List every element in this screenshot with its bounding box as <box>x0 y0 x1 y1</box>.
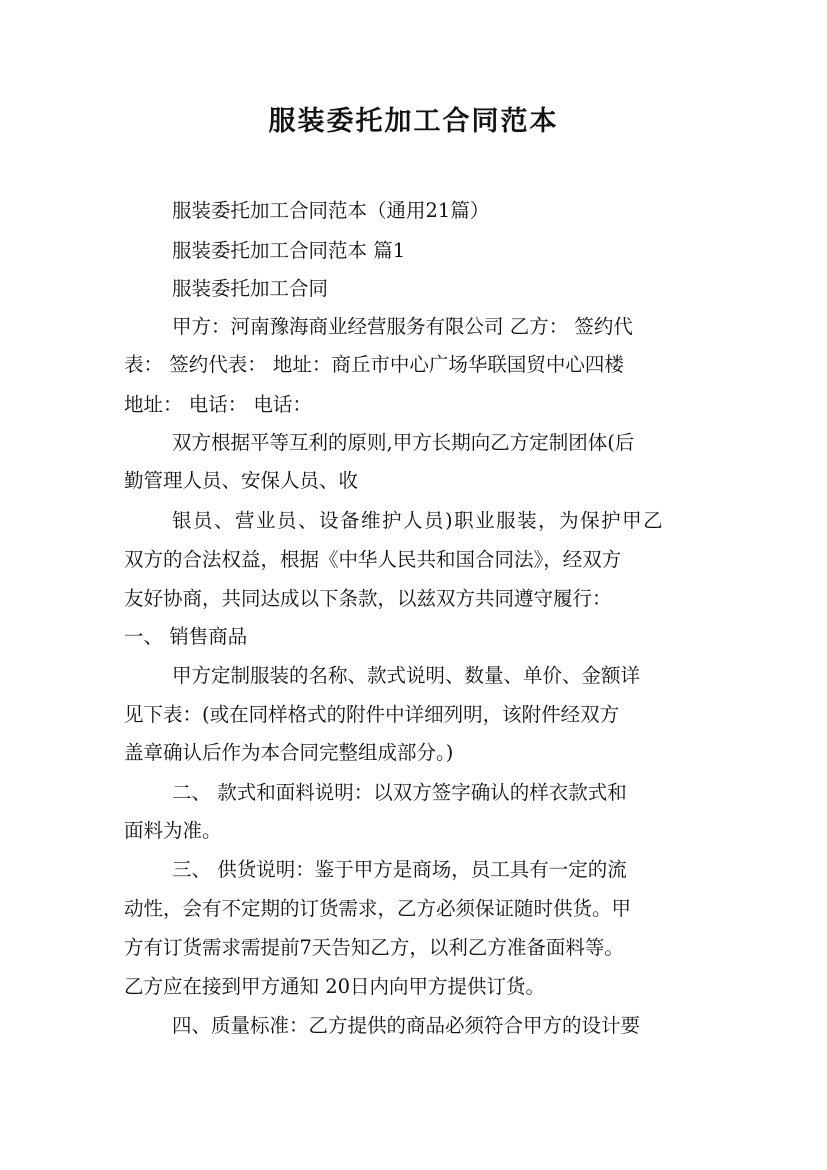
text-line: 勤管理人员、安保人员、收 <box>124 469 359 492</box>
text-line: 地址： 电话： 电话： <box>124 393 312 416</box>
text-line: 乙方应在接到甲方通知 20日内向甲方提供订货。 <box>124 975 546 998</box>
text-line: 甲方：河南豫海商业经营服务有限公司 乙方： 签约代 <box>172 315 633 338</box>
text-line: 双方根据平等互利的原则,甲方长期向乙方定制团体(后 <box>172 431 635 454</box>
text-line: 银员、营业员、设备维护人员)职业服装，为保护甲乙 <box>172 509 665 532</box>
text-line: 四、质量标准：乙方提供的商品必须符合甲方的设计要 <box>172 1014 641 1037</box>
text-line: 表： 签约代表： 地址：商丘市中心广场华联国贸中心四楼 <box>124 353 624 376</box>
text-line: 见下表：(或在同样格式的附件中详细列明，该附件经双方 <box>124 703 620 726</box>
text-line: 方有订货需求需提前7天告知乙方，以利乙方准备面料等。 <box>124 936 624 959</box>
text-line: 二、 款式和面料说明：以双方签字确认的样衣款式和 <box>172 781 627 804</box>
text-line: 甲方定制服装的名称、款式说明、数量、单价、金额详 <box>172 664 641 687</box>
text-line: 服装委托加工合同 <box>172 277 329 300</box>
text-line: 面料为准。 <box>124 819 222 842</box>
text-line: 友好协商，共同达成以下条款，以兹双方共同遵守履行： <box>124 587 612 610</box>
section-heading: 一、 销售商品 <box>124 625 248 648</box>
text-line: 盖章确认后作为本合同完整组成部分。) <box>124 741 454 764</box>
text-line: 三、 供货说明：鉴于甲方是商场，员工具有一定的流 <box>172 858 627 881</box>
text-line: 双方的合法权益，根据《中华人民共和国合同法》，经双方 <box>124 548 622 571</box>
text-line: 服装委托加工合同范本（通用21篇） <box>172 199 490 222</box>
text-line: 动性，会有不定期的订货需求，乙方必须保证随时供货。甲 <box>124 897 632 920</box>
text-line: 服装委托加工合同范本 篇1 <box>172 239 406 262</box>
document-title: 服装委托加工合同范本 <box>268 106 559 137</box>
